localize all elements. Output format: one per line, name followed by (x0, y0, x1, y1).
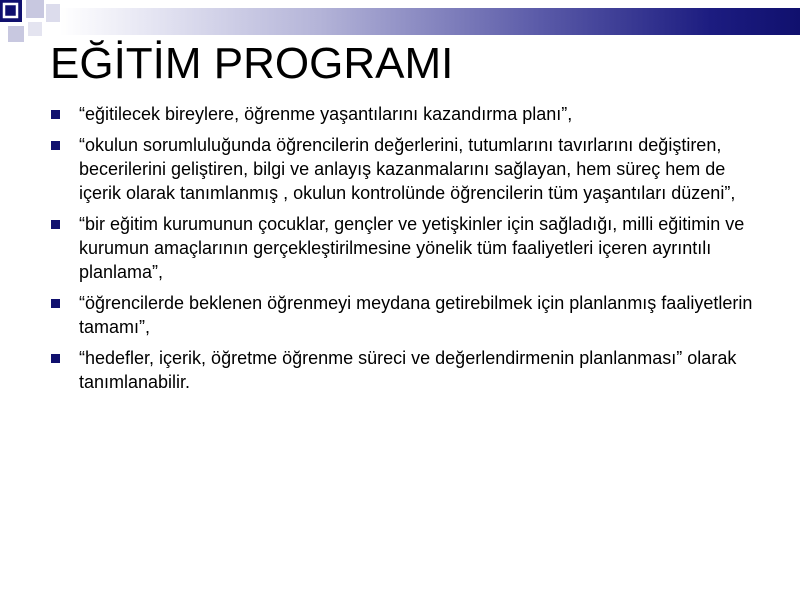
header-gradient-band (60, 8, 800, 35)
bullet-text: “eğitilecek bireylere, öğrenme yaşantılarını kazandırma planı”, (79, 104, 573, 124)
bullet-item (48, 212, 768, 284)
bullet-item (48, 291, 768, 339)
bullet-list (48, 102, 768, 401)
bullet-item (48, 102, 768, 126)
square-bullet-icon (51, 110, 60, 119)
bullet-text: “öğrencilerde beklenen öğrenmeyi meydana getirebilmek için planlanmış faaliyetlerin tamamı”, (79, 293, 753, 337)
square-bullet-icon (51, 141, 60, 150)
bullet-item (48, 346, 768, 394)
square-bullet-icon (51, 299, 60, 308)
square-bullet-icon (51, 220, 60, 229)
bullet-item (48, 133, 768, 205)
square-bullet-icon (51, 354, 60, 363)
bullet-text: “bir eğitim kurumunun çocuklar, gençler ve yetişkinler için sağladığı, milli eğitimin ve kurumun amaçlarının gerçekleştirilmesine yönelik tüm faaliyetleri içeren ayrıntılı planlama”, (79, 214, 745, 282)
bullet-text: “hedefler, içerik, öğretme öğrenme süreci ve değerlendirmenin planlanması” olarak tanımlanabilir. (79, 348, 737, 392)
slide-title: EĞİTİM PROGRAMI (50, 39, 454, 88)
bullet-text: “okulun sorumluluğunda öğrencilerin değerlerini, tutumlarını tavırlarını değiştiren, becerilerini geliştiren, bilgi ve anlayış kazanmalarını sağlayan, hem süreç hem de içerik olarak tanımlanmış , okulun kontrolünde öğrencilerin tüm yaşantıları düzeni”, (79, 135, 736, 203)
